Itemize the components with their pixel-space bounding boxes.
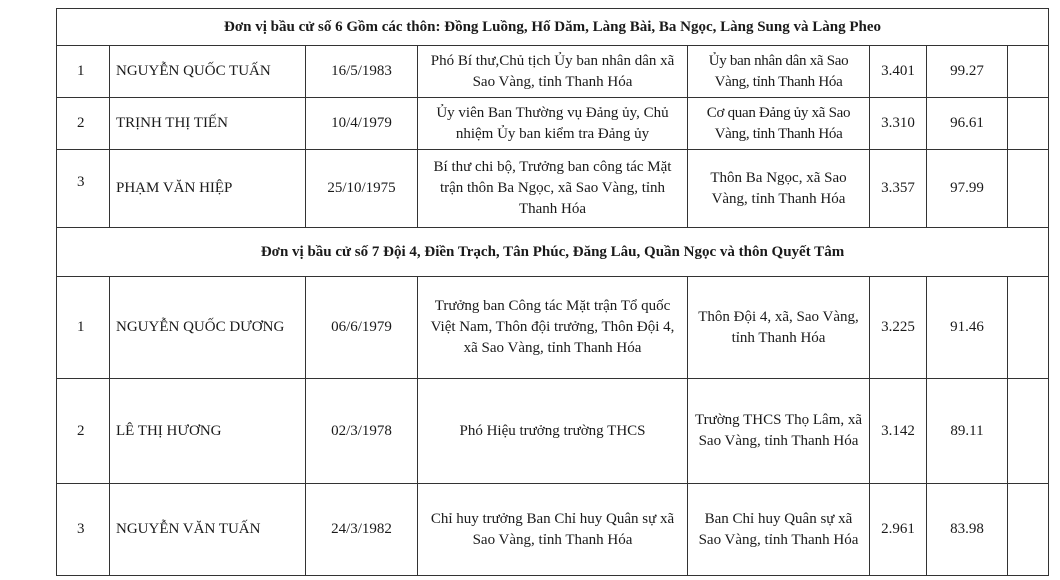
empty-cell: [1008, 46, 1049, 98]
position: Chỉ huy trưởng Ban Chỉ huy Quân sự xã Sao Vàng, tỉnh Thanh Hóa: [418, 484, 688, 576]
vote-count: 3.357: [870, 150, 927, 228]
workplace: Trường THCS Thọ Lâm, xã Sao Vàng, tỉnh Thanh Hóa: [688, 379, 870, 484]
vote-percent: 91.46: [927, 277, 1008, 379]
workplace: Thôn Đội 4, xã, Sao Vàng, tỉnh Thanh Hóa: [688, 277, 870, 379]
birth-date: 25/10/1975: [306, 150, 418, 228]
workplace: Thôn Ba Ngọc, xã Sao Vàng, tỉnh Thanh Hóa: [688, 150, 870, 228]
workplace: Ban Chỉ huy Quân sự xã Sao Vàng, tỉnh Thanh Hóa: [688, 484, 870, 576]
candidate-name: NGUYỄN QUỐC DƯƠNG: [110, 277, 306, 379]
empty-cell: [1008, 277, 1049, 379]
table-row: [57, 98, 1049, 150]
row-number: 2: [57, 98, 110, 150]
position: Phó Hiệu trưởng trường THCS: [418, 379, 688, 484]
workplace: Cơ quan Đảng ủy xã Sao Vàng, tỉnh Thanh Hóa: [688, 98, 870, 150]
position: Phó Bí thư,Chủ tịch Ủy ban nhân dân xã Sao Vàng, tỉnh Thanh Hóa: [418, 46, 688, 98]
table-row: [57, 46, 1049, 98]
table-row: [57, 379, 1049, 484]
row-number: 3: [57, 484, 110, 576]
vote-count: 3.310: [870, 98, 927, 150]
row-number: 3: [57, 150, 110, 228]
table-row: [57, 150, 1049, 228]
birth-date: 10/4/1979: [306, 98, 418, 150]
unit-header: Đơn vị bầu cử số 6 Gồm các thôn: Đồng Luồng, Hố Dăm, Làng Bài, Ba Ngọc, Làng Sung và Làng Pheo: [57, 9, 1049, 46]
vote-count: 3.401: [870, 46, 927, 98]
candidate-name: LÊ THỊ HƯƠNG: [110, 379, 306, 484]
birth-date: 24/3/1982: [306, 484, 418, 576]
empty-cell: [1008, 98, 1049, 150]
position: Ủy viên Ban Thường vụ Đảng ủy, Chủ nhiệm Ủy ban kiểm tra Đảng ủy: [418, 98, 688, 150]
birth-date: 02/3/1978: [306, 379, 418, 484]
candidate-name: NGUYỄN QUỐC TUẤN: [110, 46, 306, 98]
vote-percent: 96.61: [927, 98, 1008, 150]
vote-percent: 89.11: [927, 379, 1008, 484]
empty-cell: [1008, 484, 1049, 576]
empty-cell: [1008, 150, 1049, 228]
table-row: [57, 277, 1049, 379]
row-number: 1: [57, 46, 110, 98]
row-number: 2: [57, 379, 110, 484]
vote-percent: 97.99: [927, 150, 1008, 228]
candidate-name: PHẠM VĂN HIỆP: [110, 150, 306, 228]
vote-percent: 99.27: [927, 46, 1008, 98]
election-results-table: [56, 8, 1049, 576]
birth-date: 06/6/1979: [306, 277, 418, 379]
vote-count: 3.225: [870, 277, 927, 379]
empty-cell: [1008, 379, 1049, 484]
workplace: Ủy ban nhân dân xã Sao Vàng, tỉnh Thanh Hóa: [688, 46, 870, 98]
row-number: 1: [57, 277, 110, 379]
position: Bí thư chi bộ, Trưởng ban công tác Mặt trận thôn Ba Ngọc, xã Sao Vàng, tỉnh Thanh Hóa: [418, 150, 688, 228]
candidate-name: TRỊNH THỊ TIẾN: [110, 98, 306, 150]
position: Trưởng ban Công tác Mặt trận Tổ quốc Việt Nam, Thôn đội trưởng, Thôn Đội 4, xã Sao Vàng, tỉnh Thanh Hóa: [418, 277, 688, 379]
vote-count: 3.142: [870, 379, 927, 484]
unit-header-row: [57, 9, 1049, 46]
unit-header: Đơn vị bầu cử số 7 Đội 4, Điền Trạch, Tân Phúc, Đăng Lâu, Quần Ngọc và thôn Quyết Tâm: [57, 228, 1049, 277]
table-row: [57, 484, 1049, 576]
vote-percent: 83.98: [927, 484, 1008, 576]
candidate-name: NGUYỄN VĂN TUẤN: [110, 484, 306, 576]
birth-date: 16/5/1983: [306, 46, 418, 98]
vote-count: 2.961: [870, 484, 927, 576]
unit-header-row: [57, 228, 1049, 277]
